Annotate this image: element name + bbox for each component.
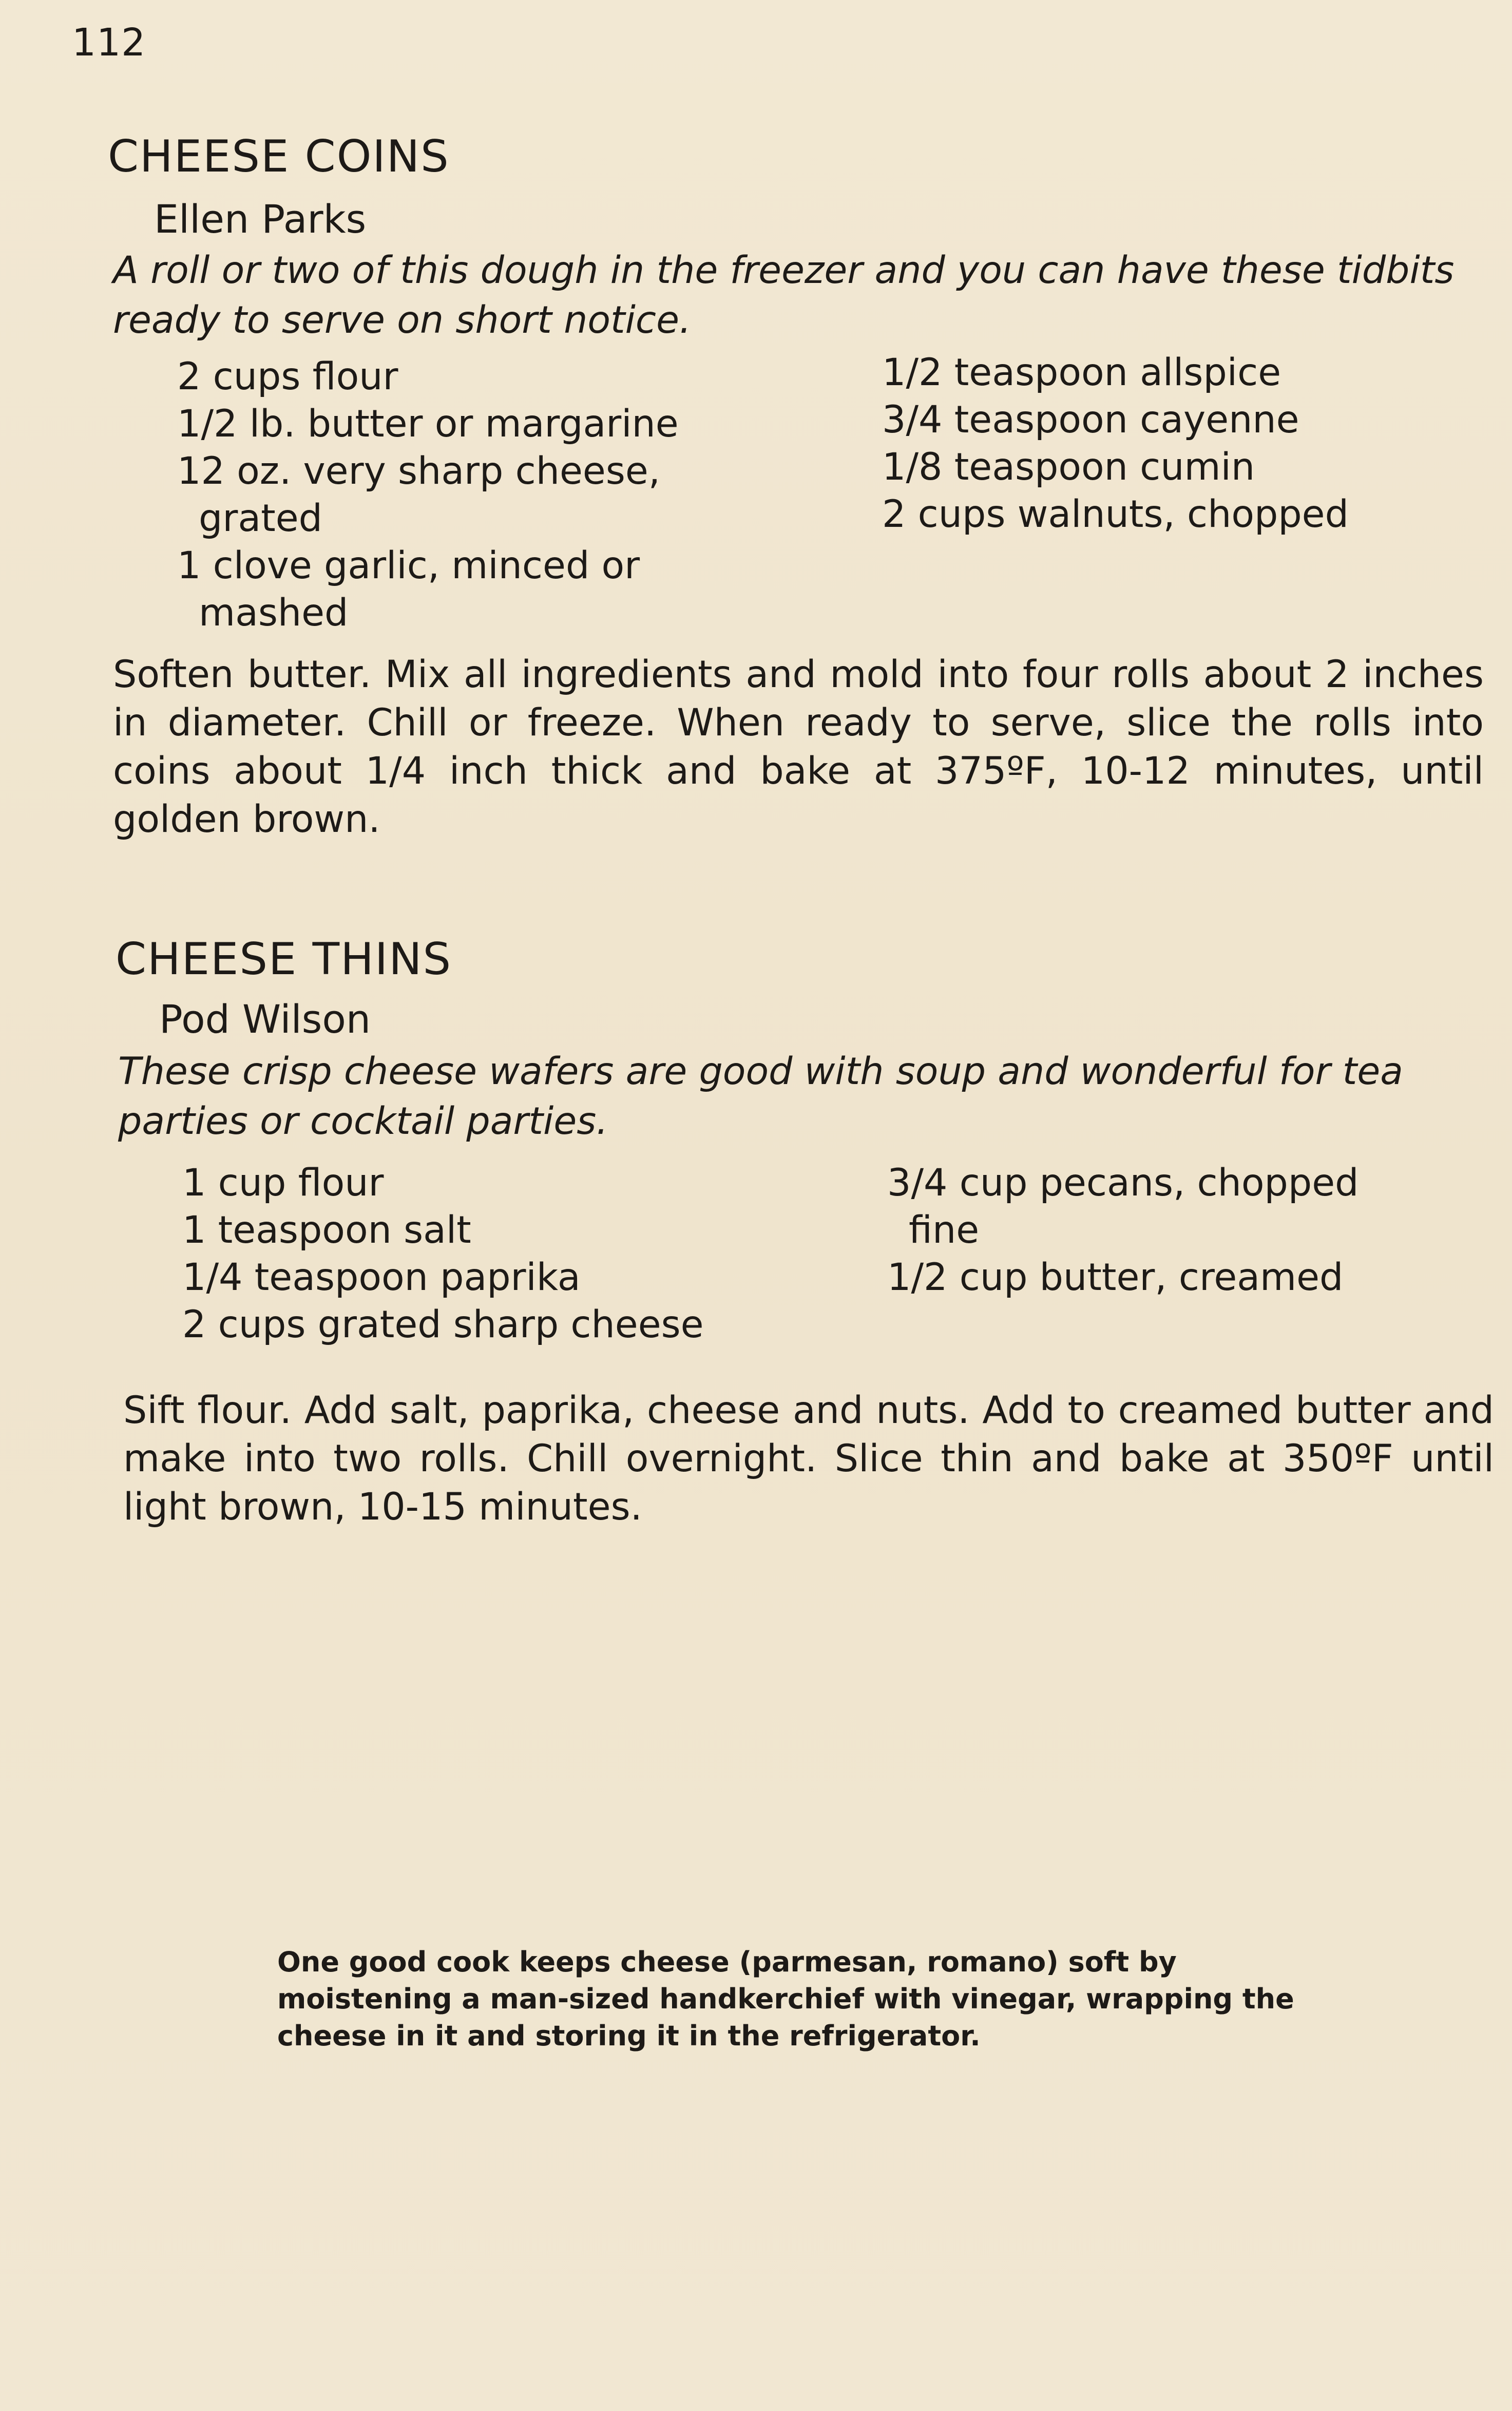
ingredient-item: 1/2 teaspoon allspice	[882, 351, 1281, 394]
ingredients-left	[177, 353, 691, 637]
ingredient-item: 1/8 teaspoon cumin	[882, 445, 1255, 489]
ingredients-left	[182, 1160, 747, 1349]
recipe-title: CHEESE THINS	[116, 934, 452, 985]
page-number: 112	[72, 21, 146, 65]
ingredient-item: 1 clove garlic, minced or mashed	[177, 544, 640, 635]
ingredient-item: 3/4 cup pecans, chopped fine	[887, 1161, 1359, 1252]
recipe-directions: Soften butter. Mix all ingredients and mold into four rolls about 2 inches in diameter. Chill or freeze. When ready to serve, slice the rolls into coins about 1/4 inch thick and bake at 375ºF, 10-12 minutes, until golden brown.	[113, 653, 1484, 841]
recipe-intro: A roll or two of this dough in the freezer and you can have these tidbits ready to serve on short notice.	[113, 249, 1454, 342]
recipe-author: Pod Wilson	[159, 996, 371, 1042]
ingredient-item: 3/4 teaspoon cayenne	[882, 398, 1299, 442]
ingredient-item: 1 teaspoon salt	[182, 1208, 471, 1252]
recipe-title: CHEESE COINS	[108, 131, 450, 182]
ingredient-item: 1/4 teaspoon paprika	[182, 1256, 581, 1299]
ingredient-item: 2 cups grated sharp cheese	[182, 1303, 704, 1346]
ingredient-item: 1 cup flour	[182, 1161, 384, 1205]
recipe-directions: Sift flour. Add salt, paprika, cheese and nuts. Add to creamed butter and make into two rolls. Chill overnight. Slice thin and bake at 350ºF until light brown, 10-15 minutes.	[123, 1389, 1494, 1529]
ingredient-item: 2 cups flour	[177, 355, 398, 398]
recipe-author: Ellen Parks	[154, 196, 367, 242]
ingredient-item: 2 cups walnuts, chopped	[882, 492, 1349, 536]
recipe-intro: These crisp cheese wafers are good with soup and wonderful for tea parties or cocktail parties.	[118, 1050, 1403, 1143]
ingredient-item: 1/2 cup butter, creamed	[887, 1256, 1344, 1299]
ingredient-item: 1/2 lb. butter or margarine	[177, 402, 679, 446]
ingredient-item: 12 oz. very sharp cheese, grated	[177, 449, 660, 540]
ingredients-right	[882, 349, 1472, 538]
cooking-tip: One good cook keeps cheese (parmesan, romano) soft by moistening a man-sized handkerchief with vinegar, wrapping the cheese in it and storing it in the refrigerator.	[277, 1946, 1294, 2052]
ingredients-right	[887, 1160, 1401, 1301]
